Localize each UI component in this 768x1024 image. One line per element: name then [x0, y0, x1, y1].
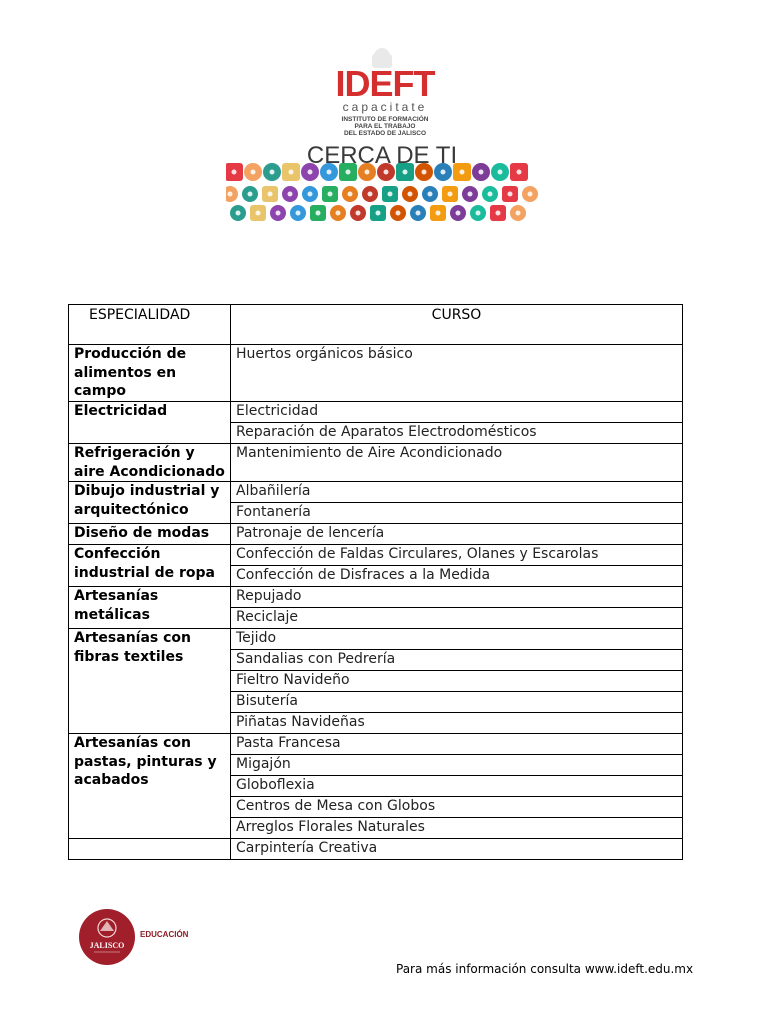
jalisco-logo-text: JALISCO	[89, 941, 125, 950]
specialty-cell: Electricidad	[69, 402, 231, 444]
specialty-cell: Artesanías con fibras textiles	[69, 629, 231, 734]
banner-icon-glyph	[328, 192, 333, 197]
banner-icon-glyph	[327, 170, 332, 175]
banner-icon-glyph	[368, 192, 373, 197]
banner-icon-glyph	[508, 192, 513, 197]
banner-icon-glyph	[256, 211, 261, 216]
footer-info-url[interactable]: www.ideft.edu.mx	[584, 962, 694, 976]
banner-icon-glyph	[251, 170, 256, 175]
banner-icon-glyph	[456, 211, 461, 216]
banner-icon-glyph	[476, 211, 481, 216]
banner-icon-glyph	[336, 211, 341, 216]
banner-icon-glyph	[236, 211, 241, 216]
banner-icon-glyph	[270, 170, 275, 175]
course-cell: Migajón	[231, 755, 683, 776]
course-cell: Piñatas Navideñas	[231, 713, 683, 734]
logo-tagline: capacitate	[342, 100, 428, 114]
banner-icon-glyph	[517, 170, 522, 175]
course-cell: Sandalias con Pedrería	[231, 650, 683, 671]
banner-icon-glyph	[388, 192, 393, 197]
course-cell: Reparación de Aparatos Electrodomésticos	[231, 423, 683, 444]
table-row	[69, 734, 683, 755]
banner-icon-glyph	[296, 211, 301, 216]
course-cell: Bisutería	[231, 692, 683, 713]
banner-icon-glyph	[384, 170, 389, 175]
slogan: CERCA DE TI	[306, 142, 458, 169]
banner-icon-glyph	[268, 192, 273, 197]
department-label: EDUCACIÓN	[140, 930, 189, 939]
course-cell: Carpintería Creativa	[231, 839, 683, 860]
specialty-cell: Diseño de modas	[69, 524, 231, 545]
course-cell: Globoflexia	[231, 776, 683, 797]
course-cell: Reciclaje	[231, 608, 683, 629]
course-cell: Albañilería	[231, 482, 683, 503]
banner-icon-glyph	[479, 170, 484, 175]
table-header-row	[69, 305, 683, 345]
header-course: CURSO	[231, 305, 683, 345]
table-body	[69, 345, 683, 860]
specialty-cell: Refrigeración y aire Acondicionado	[69, 444, 231, 482]
banner-icon-glyph	[441, 170, 446, 175]
course-cell: Pasta Francesa	[231, 734, 683, 755]
banner-icon-glyph	[436, 211, 441, 216]
specialty-cell: Confección industrial de ropa	[69, 545, 231, 587]
table-row	[69, 482, 683, 503]
banner-icon-glyph	[308, 192, 313, 197]
course-cell: Fieltro Navideño	[231, 671, 683, 692]
banner-icon-glyph	[408, 192, 413, 197]
banner-icon-glyph	[376, 211, 381, 216]
banner-icon-glyph	[276, 211, 281, 216]
table-row	[69, 587, 683, 608]
banner-icon-glyph	[498, 170, 503, 175]
header-specialty: ESPECIALIDAD	[69, 305, 231, 345]
banner-icon-glyph	[488, 192, 493, 197]
course-cell: Patronaje de lencería	[231, 524, 683, 545]
banner-icon-glyph	[460, 170, 465, 175]
table-row	[69, 444, 683, 482]
banner-icon-glyph	[356, 211, 361, 216]
banner-icon-glyph	[496, 211, 501, 216]
course-cell: Confección de Disfraces a la Medida	[231, 566, 683, 587]
banner-icon-glyph	[516, 211, 521, 216]
banner-icon-glyph	[248, 192, 253, 197]
course-cell: Electricidad	[231, 402, 683, 423]
jalisco-logo	[78, 908, 136, 966]
banner-icon-glyph	[228, 192, 233, 197]
course-cell: Tejido	[231, 629, 683, 650]
specialty-cell: Dibujo industrial y arquitectónico	[69, 482, 231, 524]
banner-icon-glyph	[289, 170, 294, 175]
table-row	[69, 839, 683, 860]
table-row	[69, 402, 683, 423]
icon-row	[226, 163, 538, 221]
footer-info-prefix: Para más información consulta	[396, 962, 582, 976]
course-cell: Confección de Faldas Circulares, Olanes y Escarolas	[231, 545, 683, 566]
banner-icon-glyph	[416, 211, 421, 216]
institute-line-2: PARA EL TRABAJO	[354, 123, 416, 130]
banner-icon-glyph	[468, 192, 473, 197]
table-row	[69, 629, 683, 650]
banner-icon-glyph	[365, 170, 370, 175]
ideft-logo	[226, 44, 538, 226]
footer-info	[396, 962, 693, 976]
specialty-cell: Artesanías metálicas	[69, 587, 231, 629]
course-cell: Arreglos Florales Naturales	[231, 818, 683, 839]
banner-icon-glyph	[528, 192, 533, 197]
course-cell: Huertos orgánicos básico	[231, 345, 683, 402]
banner-icon-glyph	[348, 192, 353, 197]
banner-icon-glyph	[396, 211, 401, 216]
table-row	[69, 345, 683, 402]
course-cell: Mantenimiento de Aire Acondicionado	[231, 444, 683, 482]
banner-icon-glyph	[403, 170, 408, 175]
banner-icon-glyph	[308, 170, 313, 175]
course-cell: Centros de Mesa con Globos	[231, 797, 683, 818]
specialty-cell: Artesanías con pastas, pinturas y acabados	[69, 734, 231, 839]
banner-icon-glyph	[428, 192, 433, 197]
course-cell: Repujado	[231, 587, 683, 608]
table-row	[69, 545, 683, 566]
course-cell: Fontanería	[231, 503, 683, 524]
specialty-cell: Producción de alimentos en campo	[69, 345, 231, 402]
banner-icon-glyph	[316, 211, 321, 216]
banner-icon-glyph	[232, 170, 237, 175]
banner-icon-glyph	[448, 192, 453, 197]
logo-name: IDEFT	[335, 63, 435, 104]
banner-icon-glyph	[346, 170, 351, 175]
table-row	[69, 524, 683, 545]
course-table	[68, 304, 683, 860]
specialty-cell	[69, 839, 231, 860]
institute-line-1: INSTITUTO DE FORMACIÓN	[341, 116, 429, 123]
institute-line-3: DEL ESTADO DE JALISCO	[343, 130, 427, 137]
banner-icon-glyph	[422, 170, 427, 175]
banner-icon-glyph	[288, 192, 293, 197]
